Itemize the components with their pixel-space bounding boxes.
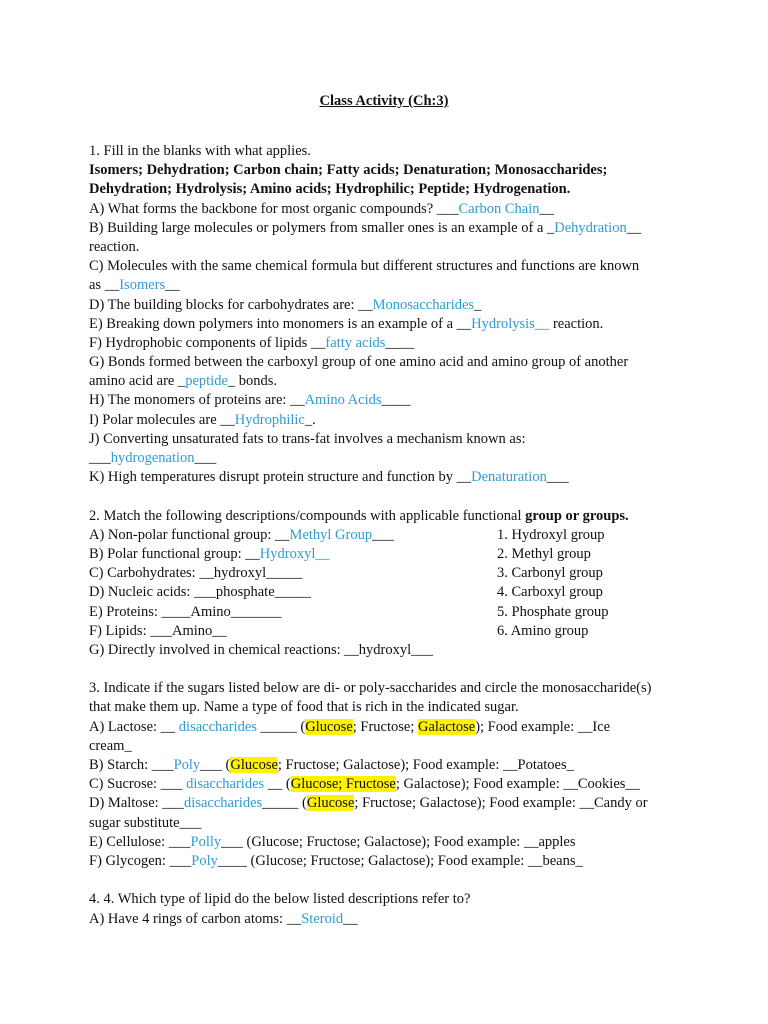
q1-d-answer: Monosaccharides xyxy=(372,296,475,313)
q3-item-a xyxy=(89,718,689,737)
q1-item-f xyxy=(89,334,689,353)
q1-i-answer: Hydrophilic xyxy=(234,411,305,428)
q1-item-a xyxy=(89,200,689,219)
spacer xyxy=(89,487,689,506)
q2-heading xyxy=(89,507,689,526)
q1-k-suffix: ___ xyxy=(546,469,569,486)
q1-item-j xyxy=(89,449,689,468)
q2-heading-bold: group or groups. xyxy=(525,507,629,524)
document-body xyxy=(89,142,689,929)
spacer xyxy=(89,871,689,890)
q3-b-text: ; Fructose; Galactose); Food example: __Potatoes_ xyxy=(277,757,574,773)
q3-a-text: _____ ( xyxy=(256,718,306,735)
q3-d-text: ; Fructose; Galactose); Food example: __Candy or xyxy=(354,795,648,812)
q1-a-answer: Carbon Chain xyxy=(458,200,540,217)
group-option-3: 3. Carbonyl group xyxy=(497,565,603,582)
q1-e-answer: Hydrolysis__ xyxy=(471,315,550,332)
q1-c-prompt: as __ xyxy=(89,277,120,294)
q3-d-continuation: sugar substitute___ xyxy=(89,814,202,831)
q1-i-prompt: I) Polar molecules are __ xyxy=(89,411,235,428)
q1-a-prompt: A) What forms the backbone for most organic compounds? ___ xyxy=(89,200,459,217)
q1-item-h xyxy=(89,391,689,410)
q1-j-line-1: J) Converting unsaturated fats to trans-fat involves a mechanism known as: xyxy=(89,430,526,447)
q1-b-continuation: reaction. xyxy=(89,238,140,255)
q1-i-suffix: _. xyxy=(304,411,316,428)
q3-d-answer: disaccharides xyxy=(184,795,263,812)
q3-line-2: that make them up. Name a type of food that is rich in the indicated sugar. xyxy=(89,699,519,716)
q1-g-suffix: _ bonds. xyxy=(227,373,278,390)
q3-c-text: __ ( xyxy=(264,776,291,793)
q1-g-prompt: amino acid are _ xyxy=(89,373,186,390)
q1-k-answer: Denaturation xyxy=(471,469,547,486)
q4-a-prompt: A) Have 4 rings of carbon atoms: __ xyxy=(89,910,302,927)
q2-item-d: D) Nucleic acids: ___phosphate_____ xyxy=(89,584,311,601)
q2-item-e: E) Proteins: ____Amino_______ xyxy=(89,603,282,620)
group-option-1: 1. Hydroxyl group xyxy=(497,526,605,543)
q1-f-answer: fatty acids xyxy=(325,334,386,351)
q4-a-answer: Steroid xyxy=(301,910,344,927)
q2-b-prompt: B) Polar functional group: __ xyxy=(89,545,260,562)
q3-a-text: A) Lactose: __ xyxy=(89,718,179,735)
q1-heading: 1. Fill in the blanks with what applies. xyxy=(89,143,311,159)
q1-h-suffix: ____ xyxy=(381,392,411,409)
q2-item-b xyxy=(89,546,330,562)
q3-item-f xyxy=(89,852,689,871)
group-option-2: 2. Methyl group xyxy=(497,545,591,562)
q1-e-suffix: reaction. xyxy=(549,315,604,332)
q1-item-g xyxy=(89,372,689,391)
q3-f-text: ____ (Glucose; Fructose; Galactose); Food example: __beans_ xyxy=(217,852,583,869)
q2-a-prompt: A) Non-polar functional group: __ xyxy=(89,526,290,543)
q1-b-answer: Dehydration xyxy=(554,219,627,236)
q2-row-f xyxy=(89,622,689,641)
q1-item-d xyxy=(89,296,689,315)
q3-c-text: ; Galactose); Food example: __Cookies__ xyxy=(395,776,640,793)
q1-d-prompt: D) The building blocks for carbohydrates are: __ xyxy=(89,296,373,313)
q3-a-highlight: Galactose xyxy=(418,718,476,735)
q2-a-answer: Methyl Group xyxy=(289,526,373,543)
q3-line-1: 3. Indicate if the sugars listed below are di- or poly-saccharides and circle the monosaccharide(s) xyxy=(89,680,652,697)
q3-f-answer: Poly xyxy=(191,852,218,869)
q1-item-k xyxy=(89,468,689,487)
q3-d-text: D) Maltose: ___ xyxy=(89,795,185,812)
q2-row-c xyxy=(89,564,689,583)
q1-item-b xyxy=(89,219,689,238)
q3-item-e xyxy=(89,833,689,852)
q1-j-answer: hydrogenation xyxy=(110,450,195,466)
group-option-4: 4. Carboxyl group xyxy=(497,584,603,601)
q2-row-e xyxy=(89,603,689,622)
q1-f-suffix: ____ xyxy=(385,334,415,351)
q1-g-answer: peptide xyxy=(185,373,228,390)
q1-word-bank-line-1: Isomers; Dehydration; Carbon chain; Fatty acids; Denaturation; Monosaccharides; xyxy=(89,162,608,179)
q3-a-continuation: cream_ xyxy=(89,737,132,754)
q3-e-answer: Polly xyxy=(190,833,222,850)
q1-c-answer: Isomers xyxy=(119,277,166,294)
q3-c-answer: disaccharides xyxy=(186,776,265,793)
q2-b-answer: Hydroxyl__ xyxy=(259,545,330,562)
q3-c-highlight: Glucose; Fructose xyxy=(290,776,396,793)
q3-b-answer: Poly xyxy=(173,757,201,773)
q3-a-answer: disaccharides xyxy=(178,718,257,735)
group-option-5: 5. Phosphate group xyxy=(497,603,609,620)
q3-b-text: B) Starch: ___ xyxy=(89,757,174,773)
q4-a-suffix: __ xyxy=(343,910,358,927)
q2-heading-text: 2. Match the following descriptions/compounds with applicable functional xyxy=(89,507,526,524)
q1-b-suffix: __ xyxy=(626,219,642,236)
q1-b-prompt: B) Building large molecules or polymers from smaller ones is an example of a _ xyxy=(89,219,555,236)
q2-item-g: G) Directly involved in chemical reactions: __hydroxyl___ xyxy=(89,641,433,658)
q1-f-prompt: F) Hydrophobic components of lipids __ xyxy=(89,334,326,351)
q3-e-text: ___ (Glucose; Fructose; Galactose); Food example: __apples xyxy=(221,833,576,850)
q1-item-i xyxy=(89,411,689,430)
q1-c-suffix: __ xyxy=(165,277,180,294)
page-title: Class Activity (Ch:3) xyxy=(319,93,449,109)
q3-a-highlight: Glucose xyxy=(305,718,353,735)
q3-a-text: ); Food example: __Ice xyxy=(475,718,611,735)
q3-c-text: C) Sucrose: ___ xyxy=(89,776,187,793)
q1-word-bank-line-2: Dehydration; Hydrolysis; Amino acids; Hydrophilic; Peptide; Hydrogenation. xyxy=(89,181,571,198)
group-option-6: 6. Amino group xyxy=(497,622,589,639)
q1-h-answer: Amino Acids xyxy=(304,392,382,409)
q3-d-text: _____ ( xyxy=(262,795,307,812)
q2-item-a xyxy=(89,527,394,543)
q3-b-text: ___ ( xyxy=(200,757,231,773)
q4-item-a xyxy=(89,910,689,929)
q4-heading: 4. 4. Which type of lipid do the below listed descriptions refer to? xyxy=(89,891,471,908)
q3-item-d xyxy=(89,794,689,813)
q1-g-line-1: G) Bonds formed between the carboxyl group of one amino acid and amino group of another xyxy=(89,354,629,371)
q1-j-suffix: ___ xyxy=(194,450,217,466)
q3-d-highlight: Glucose xyxy=(306,795,355,812)
q2-a-suffix: ___ xyxy=(372,526,394,543)
q1-d-suffix: _ xyxy=(474,296,482,313)
q3-e-text: E) Cellulose: ___ xyxy=(89,833,191,850)
q3-a-text: ; Fructose; xyxy=(352,718,419,735)
q1-c-line-1: C) Molecules with the same chemical formula but different structures and functions are known xyxy=(89,258,640,275)
q1-item-e xyxy=(89,315,689,334)
q1-h-prompt: H) The monomers of proteins are: __ xyxy=(89,392,305,409)
q1-a-suffix: __ xyxy=(539,200,554,217)
q1-e-prompt: E) Breaking down polymers into monomers is an example of a __ xyxy=(89,315,472,332)
q3-f-text: F) Glycogen: ___ xyxy=(89,852,192,869)
q1-j-prompt: ___ xyxy=(89,450,111,466)
q2-item-c: C) Carbohydrates: __hydroxyl_____ xyxy=(89,565,303,582)
q2-item-f: F) Lipids: ___Amino__ xyxy=(89,622,227,639)
spacer xyxy=(89,660,689,679)
q3-b-highlight: Glucose xyxy=(230,757,278,773)
q3-item-b xyxy=(89,756,689,775)
q2-row-d xyxy=(89,583,689,602)
q1-k-prompt: K) High temperatures disrupt protein structure and function by __ xyxy=(89,469,472,486)
q2-row-a xyxy=(89,526,689,545)
q2-row-b xyxy=(89,545,689,564)
q3-item-c xyxy=(89,775,689,794)
q1-item-c xyxy=(89,276,689,295)
